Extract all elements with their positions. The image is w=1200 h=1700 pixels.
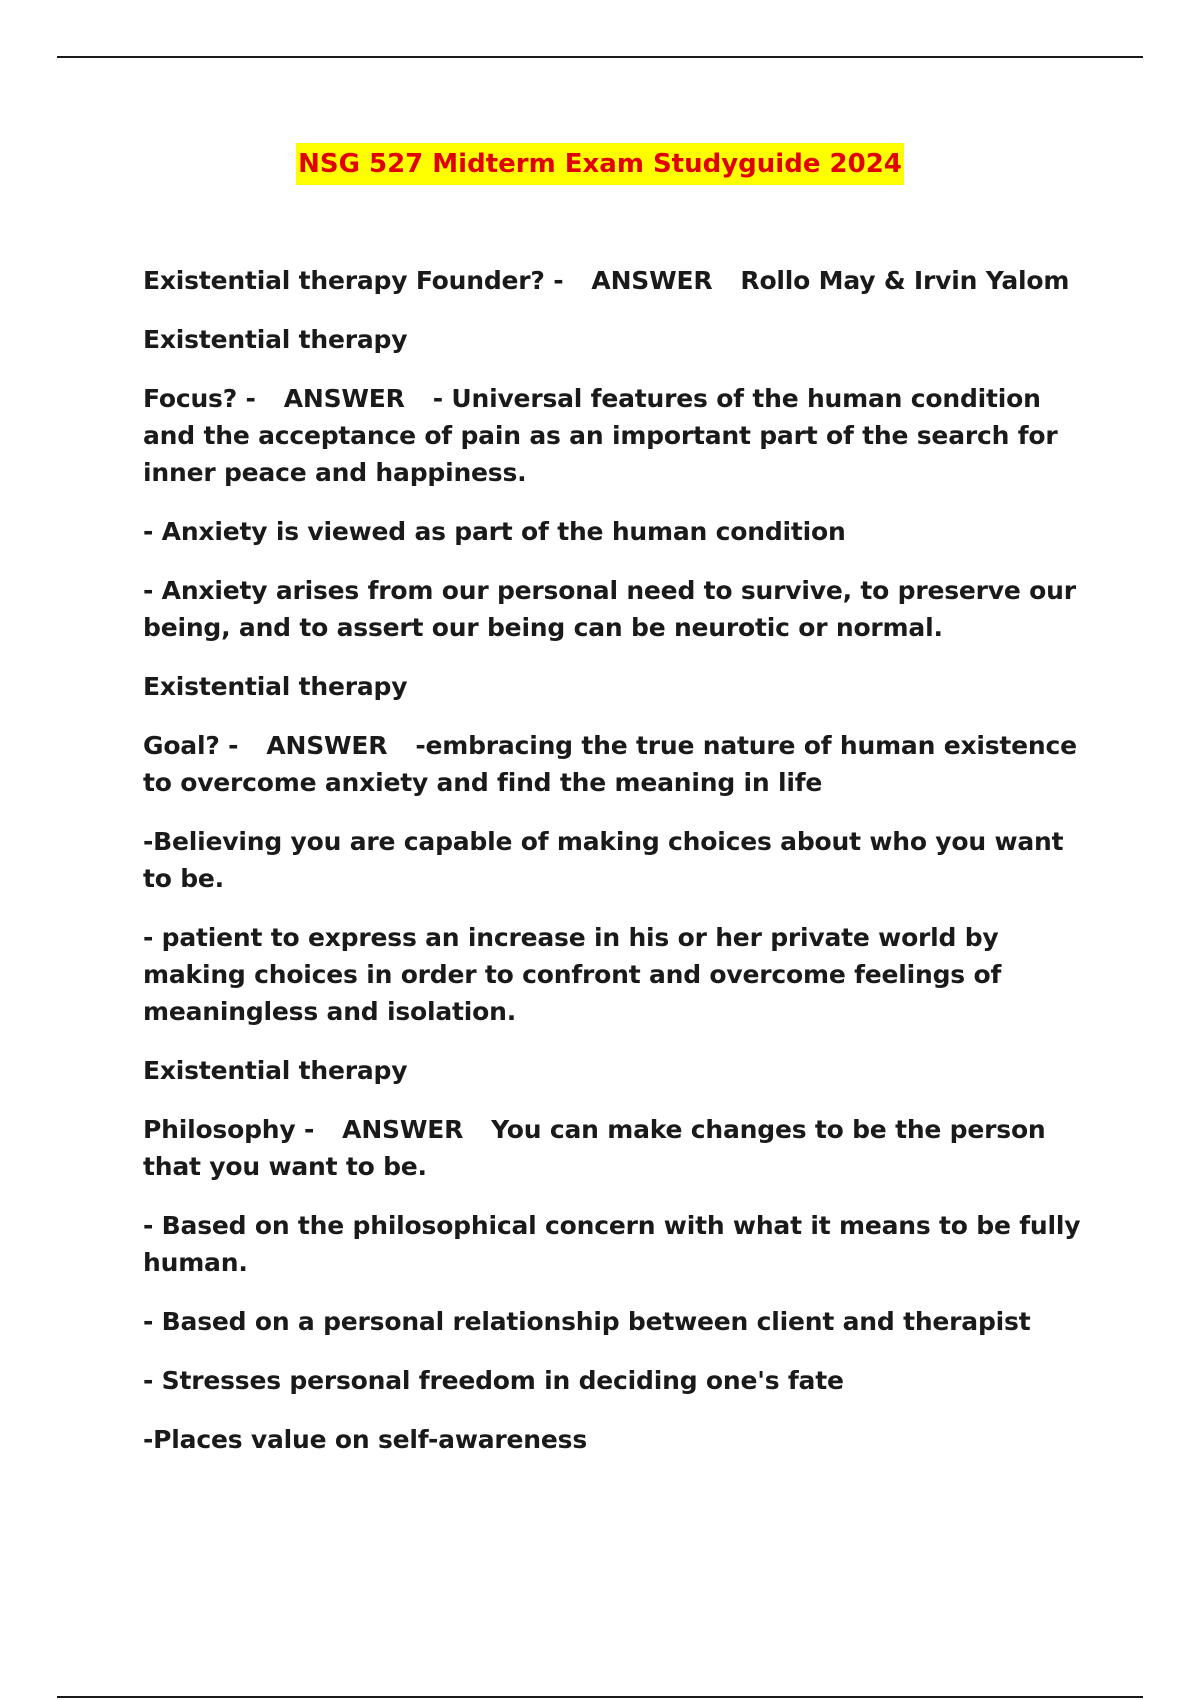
list-item: - Anxiety arises from our personal need to survive, to preserve our being, and to assert our being can be neurotic or normal.	[143, 576, 1076, 642]
title-container	[0, 143, 1200, 185]
bottom-rule	[57, 1696, 1143, 1698]
qa-focus	[143, 380, 1093, 491]
list-item: - patient to express an increase in his or her private world by making choices in order to confront and overcome feelings of meaningless and isolation.	[143, 923, 1002, 1026]
qa-founder	[143, 262, 1093, 299]
list-item: - Stresses personal freedom in deciding one's fate	[143, 1366, 844, 1395]
question-text: Philosophy -	[143, 1115, 315, 1144]
answer-label: ANSWER	[283, 384, 405, 413]
question-text: Focus? -	[143, 384, 256, 413]
question-text: Goal? -	[143, 731, 239, 760]
document-body	[143, 262, 1093, 1480]
answer-text: - Universal features of the human condition and the acceptance of pain as an important part of the search for inner peace and happiness.	[143, 384, 1058, 487]
answer-text: Rollo May & Irvin Yalom	[740, 266, 1070, 295]
document-title: NSG 527 Midterm Exam Studyguide 2024	[296, 143, 904, 185]
section-heading: Existential therapy	[143, 325, 408, 354]
section-heading: Existential therapy	[143, 1056, 408, 1085]
list-item: - Based on the philosophical concern with what it means to be fully human.	[143, 1211, 1081, 1277]
answer-label: ANSWER	[342, 1115, 464, 1144]
top-rule	[57, 56, 1143, 58]
answer-label: ANSWER	[266, 731, 388, 760]
qa-philosophy	[143, 1111, 1093, 1185]
list-item: -Places value on self-awareness	[143, 1425, 588, 1454]
qa-goal	[143, 727, 1093, 801]
answer-label: ANSWER	[591, 266, 713, 295]
answer-text: You can make changes to be the person that you want to be.	[143, 1115, 1046, 1181]
section-heading: Existential therapy	[143, 672, 408, 701]
answer-text: -embracing the true nature of human existence to overcome anxiety and find the meaning in life	[143, 731, 1077, 797]
list-item: -Believing you are capable of making choices about who you want to be.	[143, 827, 1064, 893]
list-item: - Anxiety is viewed as part of the human condition	[143, 517, 846, 546]
list-item: - Based on a personal relationship between client and therapist	[143, 1307, 1031, 1336]
question-text: Existential therapy Founder? -	[143, 266, 564, 295]
